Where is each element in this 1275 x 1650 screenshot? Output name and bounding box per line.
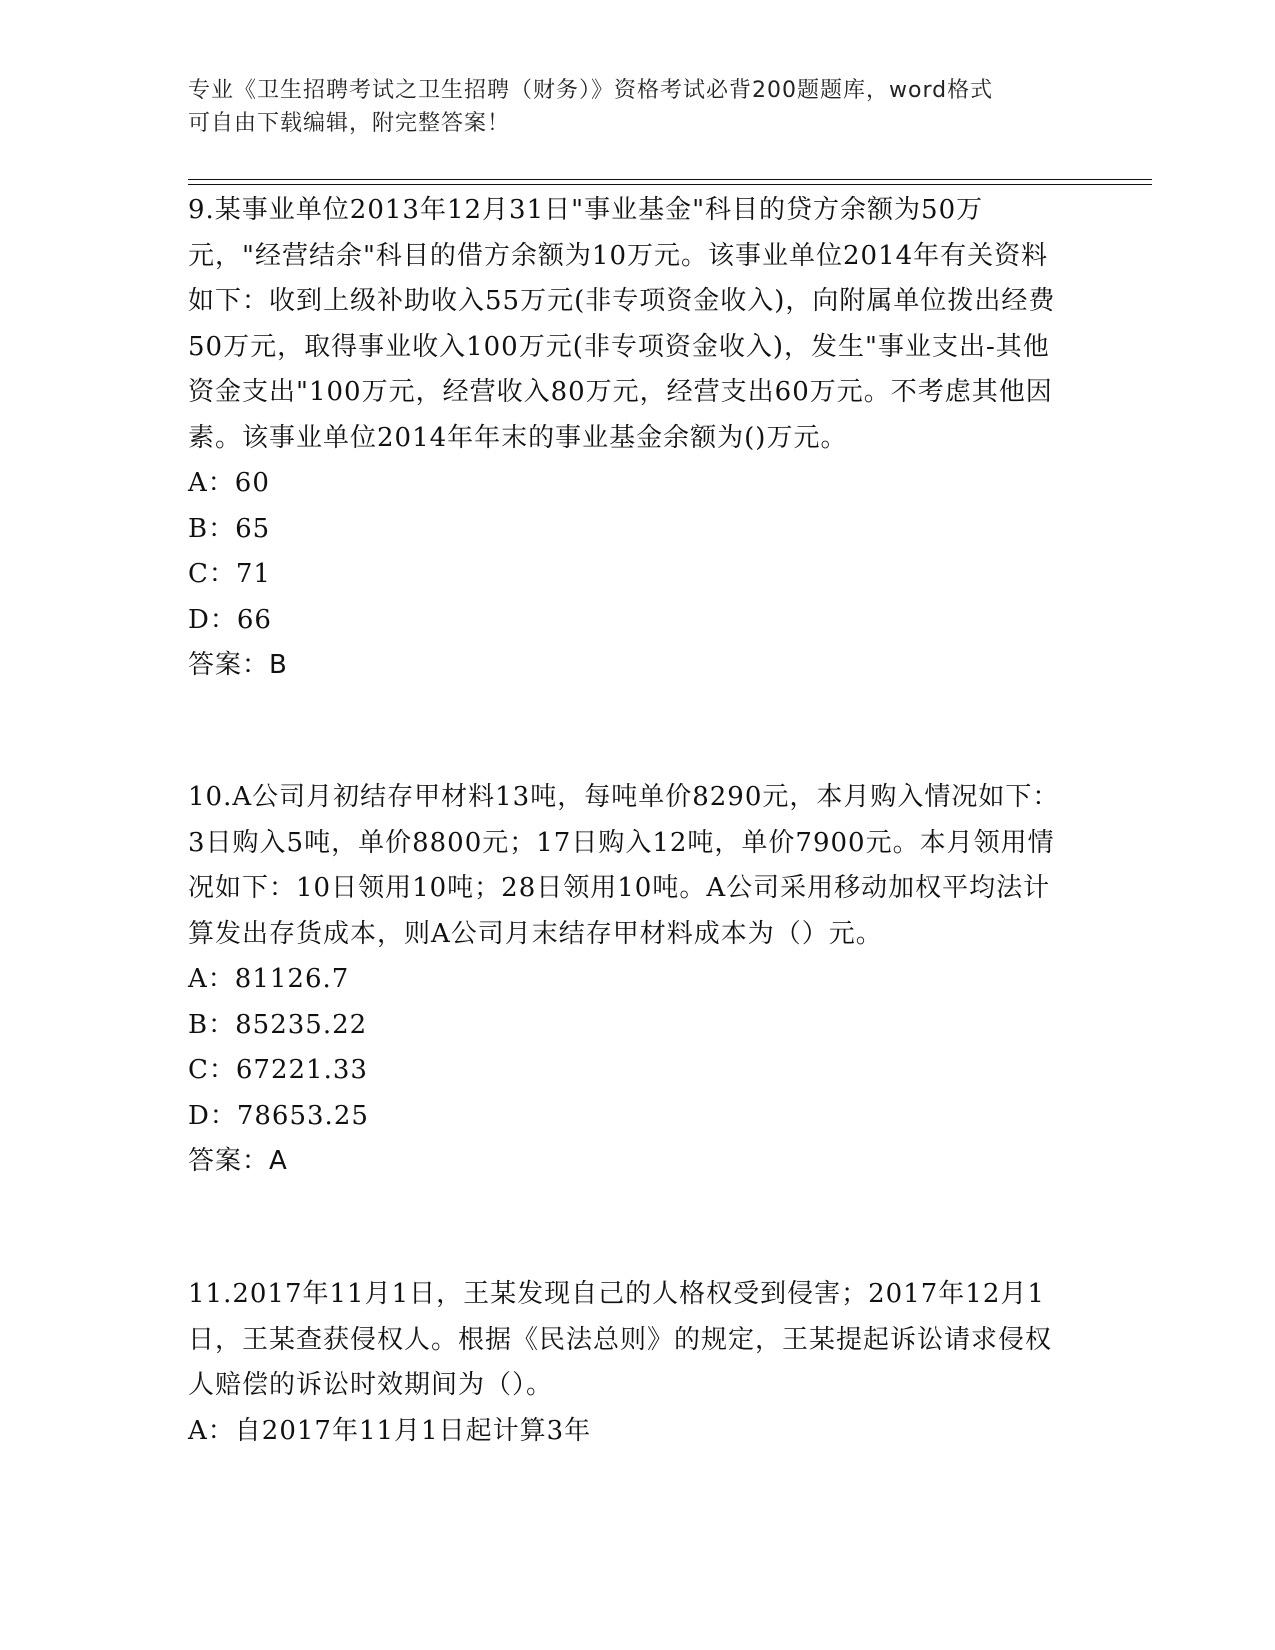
document-header [188,74,1068,140]
option-a: A：81126.7 [188,964,350,994]
header-line-1: 专业《卫生招聘考试之卫生招聘（财务）》资格考试必背200题题库，word格式 [188,78,994,103]
header-line-2: 可自由下载编辑，附完整答案！ [188,111,511,136]
option-b: B：65 [188,513,271,544]
option-a: A：自2017年11月1日起计算3年 [188,1415,592,1446]
question-9 [188,188,1068,689]
option-a: A：60 [188,468,270,498]
question-text: 9.某事业单位2013年12月31日"事业基金"科目的贷方余额为50万元，"经营结余"科目的借方余额为10万元。该事业单位2014年有关资料如下：收到上级补助收入55万元(非专项资金收入)，向附属单位拨出经费50万元，取得事业收入100万元(非专项资金收入)，发生"事业支出-其他资金支出"100万元，经营收入80万元，经营支出60万元。不考虑其他因素。该事业单位2014年年末的事业基金余额为()万元。 [188,195,1056,453]
option-b: B：85235.22 [188,1009,368,1040]
answer-label: 答案：B [188,650,288,680]
header-rule-top [188,179,1152,180]
header-rule-bottom [188,184,1152,185]
option-c: C：71 [188,559,271,589]
option-c: C：67221.33 [188,1055,368,1085]
question-text: 10.A公司月初结存甲材料13吨，每吨单价8290元，本月购入情况如下：3日购入5吨，单价8800元；17日购入12吨，单价7900元。本月领用情况如下：10日领用10吨；28日领用10吨。A公司采用移动加权平均法计算发出存货成本，则A公司月末结存甲材料成本为（）元。 [188,782,1060,949]
option-d: D：78653.25 [188,1100,369,1131]
question-text: 11.2017年11月1日，王某发现自己的人格权受到侵害；2017年12月1日，王某查获侵权人。根据《民法总则》的规定，王某提起诉讼请求侵权人赔偿的诉讼时效期间为（）。 [188,1279,1053,1400]
question-10 [188,775,1068,1185]
option-d: D：66 [188,604,272,635]
question-11 [188,1272,1068,1454]
answer-label: 答案：A [188,1146,288,1176]
